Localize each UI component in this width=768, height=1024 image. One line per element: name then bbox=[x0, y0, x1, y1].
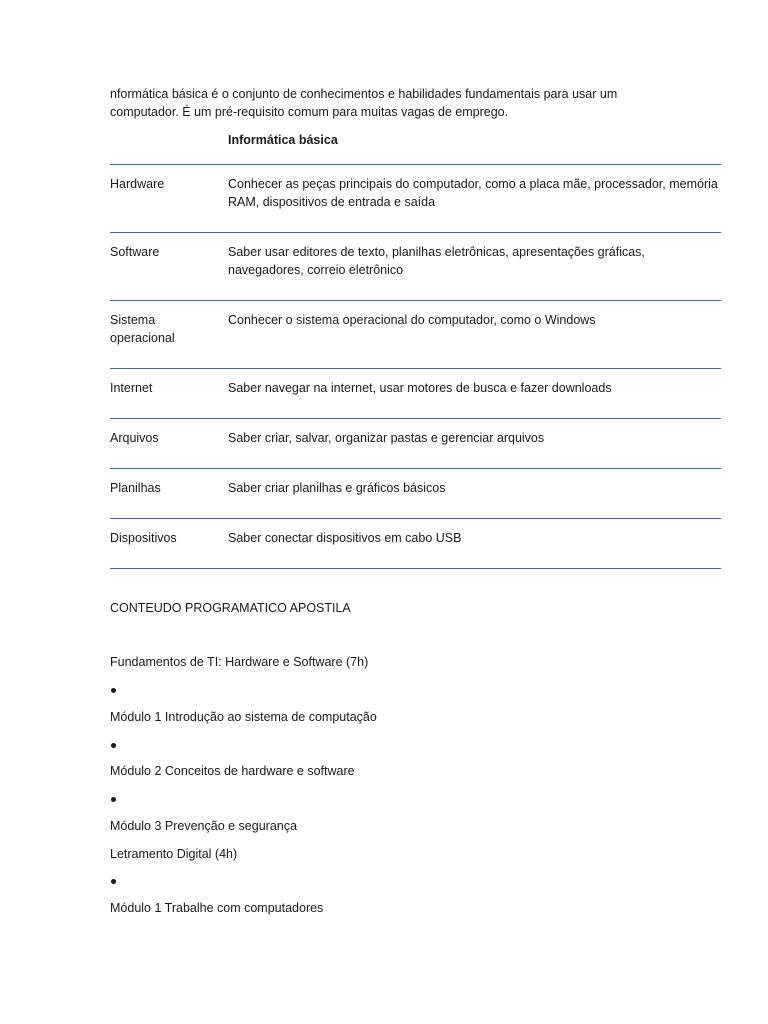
course-title: Fundamentos de TI: Hardware e Software (7h) bbox=[110, 655, 369, 669]
row-label: Arquivos bbox=[110, 431, 159, 445]
skills-table bbox=[110, 131, 721, 569]
bullet-icon bbox=[111, 688, 116, 693]
row-label: Software bbox=[110, 245, 160, 259]
module-item: Módulo 2 Conceitos de hardware e software bbox=[110, 764, 355, 778]
intro-line-1: nformática básica é o conjunto de conhecimentos e habilidades fundamentais para usar um bbox=[110, 87, 618, 101]
intro-paragraph bbox=[110, 86, 670, 121]
row-label: Dispositivos bbox=[110, 531, 177, 545]
table-row bbox=[110, 419, 721, 469]
table-header-empty-cell bbox=[110, 131, 228, 164]
course-title: Letramento Digital (4h) bbox=[110, 847, 238, 861]
row-description: Conhecer o sistema operacional do computador, como o Windows bbox=[228, 313, 596, 327]
module-item: Módulo 3 Prevenção e segurança bbox=[110, 819, 297, 833]
row-label: Internet bbox=[110, 381, 153, 395]
table-row bbox=[110, 469, 721, 519]
table-row bbox=[110, 301, 721, 369]
table-header-title: Informática básica bbox=[228, 133, 338, 147]
row-description: Saber criar planilhas e gráficos básicos bbox=[228, 481, 446, 495]
intro-line-2: computador. É um pré-requisito comum para muitas vagas de emprego. bbox=[110, 104, 509, 119]
module-item: Módulo 1 Introdução ao sistema de computação bbox=[110, 710, 377, 724]
bullet-icon bbox=[111, 879, 116, 884]
row-description: Conhecer as peças principais do computador, como a placa mãe, processador, memória RAM, dispositivos de entrada e saída bbox=[228, 177, 718, 209]
row-description: Saber navegar na internet, usar motores de busca e fazer downloads bbox=[228, 381, 612, 395]
row-label: Planilhas bbox=[110, 481, 161, 495]
document-page bbox=[110, 86, 721, 915]
bullet-icon bbox=[111, 743, 116, 748]
row-description: Saber usar editores de texto, planilhas eletrônicas, apresentações gráficas, navegadores, correio eletrônico bbox=[228, 245, 645, 277]
row-description: Saber criar, salvar, organizar pastas e gerenciar arquivos bbox=[228, 431, 545, 445]
row-description: Saber conectar dispositivos em cabo USB bbox=[228, 531, 462, 545]
row-label: Sistema operacional bbox=[110, 313, 175, 345]
table-row bbox=[110, 519, 721, 569]
section-title: CONTEUDO PROGRAMATICO APOSTILA bbox=[110, 601, 351, 615]
bullet-icon bbox=[111, 797, 116, 802]
table-row bbox=[110, 233, 721, 301]
module-item: Módulo 1 Trabalhe com computadores bbox=[110, 901, 324, 915]
table-header bbox=[110, 131, 721, 165]
table-row bbox=[110, 369, 721, 419]
row-label: Hardware bbox=[110, 177, 165, 191]
table-row bbox=[110, 165, 721, 233]
